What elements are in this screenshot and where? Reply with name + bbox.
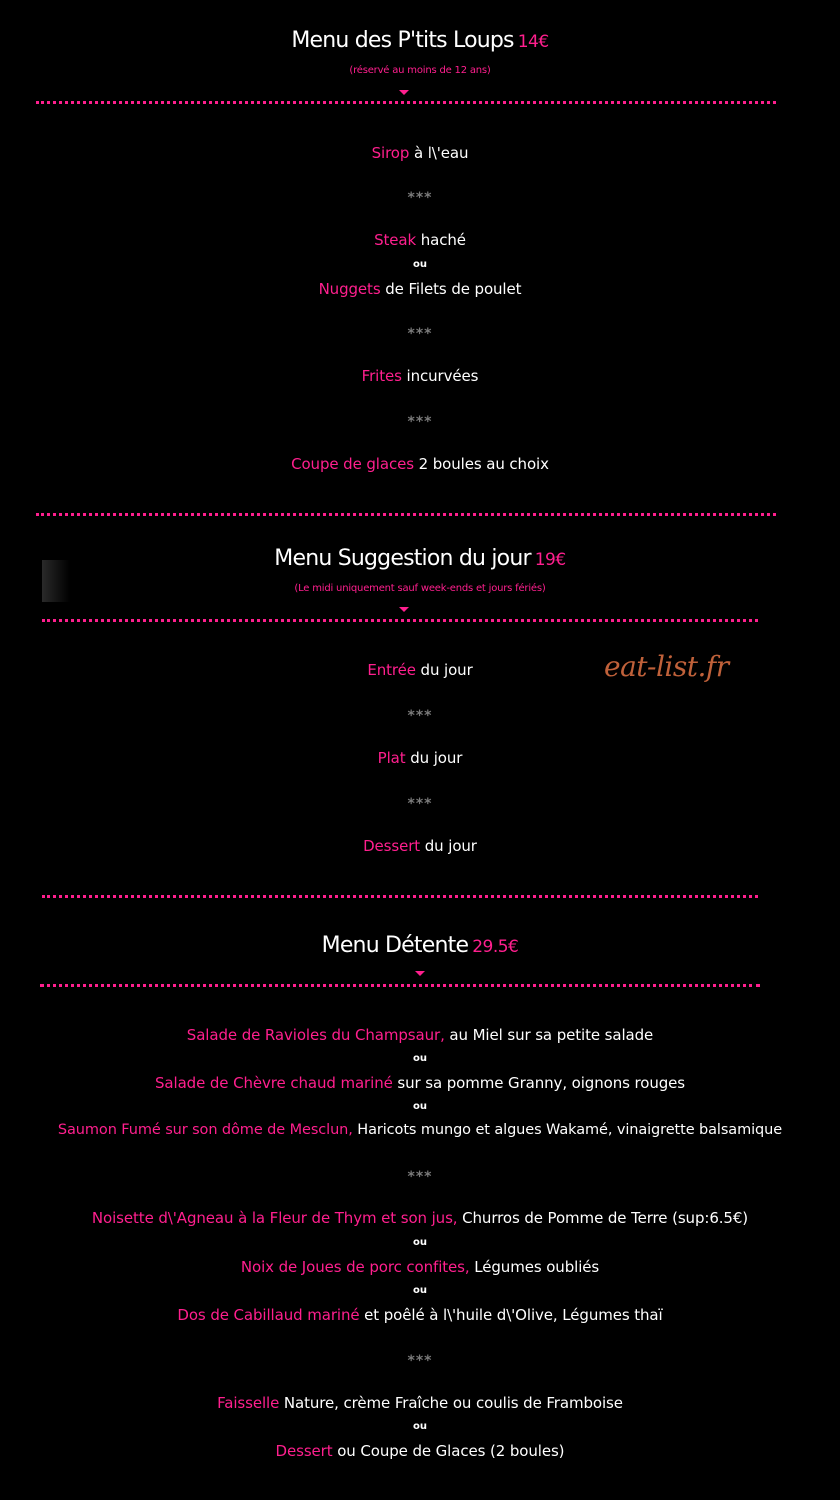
menu-title-text: Menu des P'tits Loups — [291, 28, 514, 53]
menu-item: Steak haché — [374, 231, 466, 249]
menu-item: Salade de Ravioles du Champsaur, au Miel sur sa petite salade — [186, 1026, 654, 1044]
menu-item: Salade de Chèvre chaud mariné sur sa pomme Granny, oignons rouges — [154, 1074, 685, 1092]
menu-item: Dessert du jour — [363, 837, 477, 855]
menu-title — [0, 28, 840, 53]
menu-item: Faisselle Nature, crème Fraîche ou coulis de Framboise — [217, 1394, 623, 1412]
menu-title — [0, 546, 840, 571]
menu-title-text: Menu Suggestion du jour — [274, 546, 531, 571]
course-separator: *** — [407, 708, 433, 724]
menu-price: 19€ — [534, 550, 566, 570]
course-separator: *** — [407, 414, 433, 430]
dotted-divider — [42, 619, 758, 622]
course-separator: *** — [407, 190, 433, 206]
dotted-divider — [42, 895, 758, 898]
caret-down-icon — [399, 607, 409, 612]
menu-price: 14€ — [517, 32, 549, 52]
dotted-divider — [40, 984, 760, 987]
menu-note: (réservé au moins de 12 ans) — [349, 65, 491, 76]
course-separator: *** — [407, 796, 433, 812]
menu-item: Frites incurvées — [361, 367, 479, 385]
menu-item: Noix de Joues de porc confites, Légumes oubliés — [240, 1258, 600, 1276]
menu-item: Dos de Cabillaud mariné et poêlé à l\'huile d\'Olive, Légumes thaï — [177, 1306, 663, 1324]
course-separator: *** — [407, 326, 433, 342]
menu-title — [0, 933, 840, 958]
dotted-divider — [36, 513, 776, 516]
or-label: ou — [413, 1053, 427, 1064]
menu-item: Saumon Fumé sur son dôme de Mesclun, Haricots mungo et algues Wakamé, vinaigrette balsamique — [57, 1122, 783, 1138]
menu-price: 29.5€ — [472, 937, 519, 957]
menu-item: Coupe de glaces 2 boules au choix — [291, 455, 549, 473]
menu-item: Entrée du jour — [367, 661, 473, 679]
course-separator: *** — [407, 1169, 433, 1185]
menu-note: (Le midi uniquement sauf week-ends et jours fériés) — [294, 583, 546, 594]
or-label: ou — [413, 1237, 427, 1248]
menu-item: Plat du jour — [377, 749, 463, 767]
menu-item: Nuggets de Filets de poulet — [318, 280, 522, 298]
menu-title-text: Menu Détente — [321, 933, 469, 958]
or-label: ou — [413, 1421, 427, 1432]
dotted-divider — [36, 101, 776, 104]
or-label: ou — [413, 1101, 427, 1112]
menu-item: Sirop à l\'eau — [371, 144, 469, 162]
menu-item: Noisette d\'Agneau à la Fleur de Thym et son jus, Churros de Pomme de Terre (sup:6.5€) — [91, 1209, 749, 1227]
watermark: eat-list.fr — [604, 650, 729, 683]
menu-item: Dessert ou Coupe de Glaces (2 boules) — [275, 1442, 565, 1460]
course-separator: *** — [407, 1353, 433, 1369]
caret-down-icon — [399, 90, 409, 95]
or-label: ou — [413, 259, 427, 270]
caret-down-icon — [415, 971, 425, 976]
or-label: ou — [413, 1285, 427, 1296]
